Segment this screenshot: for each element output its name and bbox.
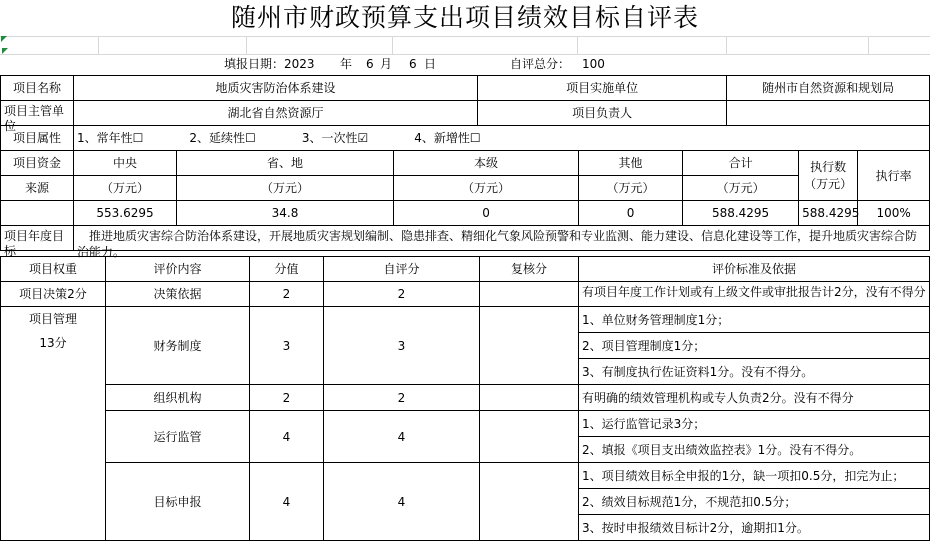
funds-header-local: 本级	[394, 151, 579, 176]
fill-date-label: 填报日期：2023	[224, 57, 315, 71]
supervisor-value: 湖北省自然资源厅	[74, 101, 478, 126]
eval-review-score	[480, 385, 579, 411]
eval-criteria: 3、有制度执行佐证资料1分。没有不得分。	[579, 359, 930, 385]
eval-header-weight: 项目权重	[1, 257, 106, 282]
fill-date-day: 6	[409, 57, 417, 71]
eval-criteria: 3、按时申报绩效目标计2分，逾期扣1分。	[579, 515, 930, 541]
funds-unit-total: （万元）	[683, 176, 799, 201]
exec-amount-value: 588.4295	[799, 201, 858, 226]
project-name-label: 项目名称	[1, 76, 74, 101]
exec-amount-label: 执行数（万元）	[799, 151, 858, 201]
eval-content: 决策依据	[106, 282, 250, 307]
sheet-gridline	[577, 36, 578, 54]
impl-unit-label: 项目实施单位	[478, 76, 727, 101]
eval-header-self: 自评分	[324, 257, 480, 282]
funds-header-province: 省、地	[177, 151, 394, 176]
eval-criteria: 1、项目绩效目标全申报的1分，缺一项扣0.5分，扣完为止；	[579, 463, 930, 489]
eval-content: 目标申报	[106, 463, 250, 541]
exec-rate-label: 执行率	[858, 151, 930, 201]
eval-score: 2	[250, 385, 324, 411]
impl-unit-value: 随州市自然资源和规划局	[727, 76, 930, 101]
eval-self-score: 2	[324, 385, 480, 411]
eval-row-organization	[1, 385, 930, 411]
funds-unit-row	[1, 176, 930, 201]
eval-content: 组织机构	[106, 385, 250, 411]
sheet-gridline	[98, 36, 99, 54]
owner-value	[727, 101, 930, 126]
sheet-gridline	[726, 36, 727, 54]
funds-unit-central: （万元）	[74, 176, 177, 201]
sheet-gridline	[0, 54, 930, 55]
funds-label-top: 项目资金	[1, 151, 74, 176]
eval-header-score: 分值	[250, 257, 324, 282]
eval-row-supervision-1	[1, 411, 930, 437]
eval-criteria: 1、单位财务管理制度1分；	[579, 307, 930, 333]
eval-header-row	[1, 257, 930, 282]
fill-date-year-unit: 年	[340, 57, 353, 71]
eval-self-score: 2	[324, 282, 480, 307]
eval-weight-management-bottom: 13分	[39, 336, 67, 350]
eval-criteria: 2、填报《项目支出绩效监控表》1分。没有不得分。	[579, 437, 930, 463]
attribute-label: 项目属性	[1, 126, 74, 151]
eval-criteria: 有项目年度工作计划或有上级文件或审批报告计2分，没有不得分	[579, 282, 930, 307]
eval-weight-management	[1, 307, 106, 541]
eval-score: 3	[250, 307, 324, 385]
attr-option-continuing: 2、延续性☐	[189, 131, 256, 145]
eval-row-target-1	[1, 463, 930, 489]
eval-header-criteria: 评价标准及依据	[579, 257, 930, 282]
funds-label-blank	[1, 201, 74, 226]
cell-comment-marker	[1, 36, 7, 42]
evaluation-detail-table	[0, 256, 930, 541]
funds-value-province: 34.8	[177, 201, 394, 226]
evaluation-table	[0, 75, 930, 259]
annual-goal-text: 推进地质灾害综合防治体系建设，开展地质灾害规划编制、隐患排查、精细化气象风险预警和专业监测、能力建设、信息化建设等工作，提升地质灾害综合防治能力。	[74, 226, 930, 251]
fill-date-day-unit: 日	[424, 57, 437, 71]
cell-comment-marker	[2, 48, 8, 54]
attr-option-regular: 1、常年性☐	[77, 131, 144, 145]
eval-self-score: 4	[324, 411, 480, 463]
funds-unit-local: （万元）	[394, 176, 579, 201]
page-title: 随州市财政预算支出项目绩效目标自评表	[230, 3, 699, 32]
funds-value-row	[1, 201, 930, 226]
owner-label: 项目负责人	[478, 101, 727, 126]
funds-value-central: 553.6295	[74, 201, 177, 226]
attr-option-new: 4、新增性☐	[414, 131, 481, 145]
eval-header-content: 评价内容	[106, 257, 250, 282]
sheet-gridline	[246, 36, 247, 54]
funds-value-local: 0	[394, 201, 579, 226]
funds-label-bottom: 来源	[1, 176, 74, 201]
funds-unit-province: （万元）	[177, 176, 394, 201]
funds-header-total: 合计	[683, 151, 799, 176]
exec-rate-value: 100%	[858, 201, 930, 226]
eval-weight-decision: 项目决策2分	[1, 282, 106, 307]
eval-score: 4	[250, 463, 324, 541]
annual-goal-row	[1, 226, 930, 251]
eval-content: 财务制度	[106, 307, 250, 385]
eval-content: 运行监管	[106, 411, 250, 463]
eval-review-score	[480, 463, 579, 541]
eval-review-score	[480, 307, 579, 385]
funds-value-total: 588.4295	[683, 201, 799, 226]
funds-header-other: 其他	[579, 151, 683, 176]
fill-date-month: 6	[366, 57, 374, 71]
eval-review-score	[480, 282, 579, 307]
eval-criteria: 2、项目管理制度1分；	[579, 333, 930, 359]
sheet-gridline	[0, 36, 930, 37]
eval-self-score: 3	[324, 307, 480, 385]
eval-row-decision-basis	[1, 282, 930, 307]
attribute-options	[74, 126, 930, 151]
funds-header-row	[1, 151, 930, 176]
funds-value-other: 0	[579, 201, 683, 226]
supervisor-row	[1, 101, 930, 126]
total-score-label: 自评总分：	[510, 57, 571, 71]
project-name-value: 地质灾害防治体系建设	[74, 76, 478, 101]
eval-weight-management-top: 项目管理	[28, 312, 77, 326]
funds-unit-other: （万元）	[579, 176, 683, 201]
attr-option-one-time: 3、一次性☑	[301, 131, 369, 145]
supervisor-label: 项目主管单位	[1, 101, 74, 126]
eval-review-score	[480, 411, 579, 463]
funds-header-central: 中央	[74, 151, 177, 176]
attribute-row	[1, 126, 930, 151]
eval-score: 2	[250, 282, 324, 307]
eval-criteria: 1、运行监管记录3分；	[579, 411, 930, 437]
eval-criteria: 有明确的绩效管理机构或专人负责2分。没有不得分	[579, 385, 930, 411]
eval-score: 4	[250, 411, 324, 463]
eval-self-score: 4	[324, 463, 480, 541]
total-score-value: 100	[582, 57, 605, 71]
eval-criteria: 2、绩效目标规范1分，不规范扣0.5分；	[579, 489, 930, 515]
project-name-row	[1, 76, 930, 101]
eval-row-finance-1	[1, 307, 930, 333]
fill-date-month-unit: 月	[380, 57, 393, 71]
eval-header-review: 复核分	[480, 257, 579, 282]
sheet-gridline	[868, 36, 869, 54]
sheet-gridline	[392, 36, 393, 54]
annual-goal-label: 项目年度目标	[1, 226, 74, 251]
